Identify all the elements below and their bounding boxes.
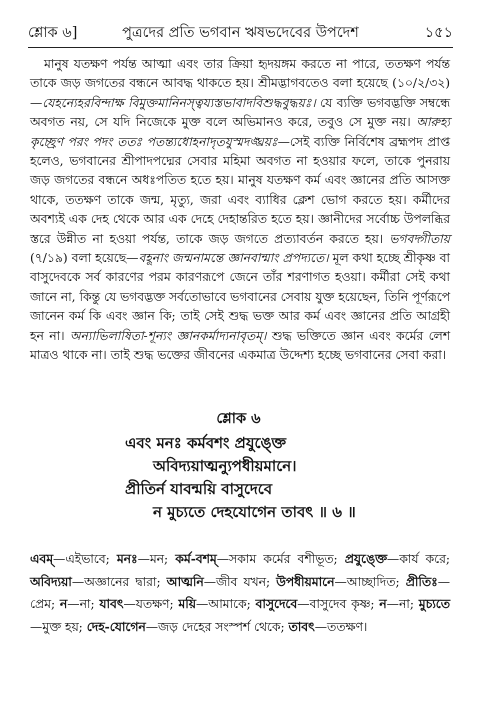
synonym-entry: [178, 597, 255, 611]
synonym-term: মুচ্যতে: [418, 596, 450, 611]
verse-line: অবিদ্যয়াত্মন্যুপধীয়মানে।: [153, 457, 297, 475]
synonym-entry: [99, 597, 178, 611]
purport-segment: (৭/১৯) বলা হয়েছে—: [30, 251, 139, 266]
header-rule: [28, 47, 453, 48]
synonym-term: বাসুদেবে: [255, 596, 298, 611]
synonym-meaning: —প্রেম;: [30, 574, 450, 611]
verse-line: এবং মনঃ কর্মবশং প্রযুঙ্ক্তে: [125, 434, 287, 452]
synonym-entry: [289, 620, 368, 634]
synonym-entry: [175, 552, 344, 566]
word-for-word-synonyms: [30, 548, 450, 638]
header-chapter-title: পুত্রদের প্রতি ভগবান ঋষভদেবের উপদেশ: [122, 25, 359, 41]
header-verse-ref: শ্লোক ৬]: [28, 25, 78, 41]
purport-segment: মানুষ যতক্ষণ পর্যন্ত আত্মা এবং তার ক্রিয়া হৃদয়ঙ্গম করতে না পারে, ততক্ষণ পর্যন্ত তাকে জড় জগতের বন্ধনে আবদ্ধ থাকতে হয়। শ্রীমদ্ভাগবতেও বলা হয়েছে (১০/২/৩২)—: [30, 57, 450, 110]
purport-paragraph: [30, 55, 450, 366]
synonym-meaning: —অজ্ঞানের দ্বারা;: [71, 574, 167, 589]
synonym-term: ন: [379, 596, 387, 611]
synonym-entry: [30, 575, 167, 589]
synonym-meaning: —না;: [386, 597, 419, 611]
purport-quote: যেহন্যেহরবিন্দাক্ষ বিমুক্তমানিনস্ত্বয্যস্তভাবাদবিশুদ্ধবুদ্ধয়ঃ।: [42, 95, 316, 110]
synonym-term: এবম্: [30, 551, 54, 566]
synonym-meaning: —জড় দেহের সংস্পর্শ থেকে;: [145, 619, 289, 634]
purport-quote: বহূনাং জন্মনামন্তে জ্ঞানবান্মাং প্রপদ্যতে।: [138, 251, 329, 266]
synonym-entry: [30, 552, 117, 566]
synonym-entry: [167, 575, 277, 589]
purport-quote: আরুহ্য কৃচ্ছ্রেণ পরং পদং ততঃ পতন্ত্যধোহনাদৃতযুস্মদঙ্ঘ্রয়ঃ: [30, 115, 450, 149]
synonym-term: আত্মনি: [166, 573, 204, 589]
synonym-meaning: —মন;: [137, 552, 176, 566]
synonym-term: মনঃ: [116, 551, 138, 566]
purport-segment: শুদ্ধ ভক্তিতে জ্ঞান এবং কর্মের লেশ মাত্রও থাকে না। তাই শুদ্ধ ভক্তের জীবনের একমাত্র উদ্দেশ্য হচ্ছে ভগবানের সেবা করা।: [30, 328, 450, 363]
synonym-entry: [256, 597, 380, 611]
synonym-term: তাবৎ: [288, 618, 315, 634]
synonym-entry: [345, 552, 450, 566]
synonym-term: কর্ম-বশম্: [175, 551, 217, 566]
synonym-term: উপধীয়মানে: [276, 573, 335, 589]
purport-text: [30, 55, 450, 366]
purport-segment: মূল কথা হচ্ছে শ্রীকৃষ্ণ বা বাসুদেবকে সর্ব কারণের পরম কারণরূপে জেনে তাঁর শরণাগত হওয়া। কর্মীরা সেই কথা জানে না, কিন্তু যে ভগবদ্ভক্ত সর্বতোভাবে ভগবানের সেবায় যুক্ত হয়েছেন, তিনি পূর্ণরূপে জানেন কর্ম কি এবং জ্ঞান কি; তাই সেই শুদ্ধ ভক্ত আর কর্ম এবং জ্ঞানের প্রতি আগ্রহী হন না।: [30, 251, 450, 343]
purport-segment: যে ব্যক্তি ভগবদ্ভক্তি সম্বন্ধে অবগত নয়, সে যদি নিজেকে মুক্ত বলে অভিমানও করে, তবুও সে মুক্ত নয়।: [30, 95, 450, 130]
synonym-entry: [379, 597, 418, 611]
verse-line: ন মুচ্যতে দেহযোগেন তাবৎ ॥ ৬ ॥: [153, 503, 356, 521]
synonym-term: দেহ-যোগেন: [86, 618, 146, 634]
synonym-term: ন: [59, 596, 68, 611]
synonym-meaning: —বাসুদেব কৃষ্ণ;: [297, 597, 380, 611]
purport-quote: অন্যাভিলাষিতা-শূন্যং জ্ঞানকর্মাদ্যনাবৃতম্।: [69, 328, 267, 343]
page-number: ১৫১: [424, 25, 453, 41]
purport-quote: ভগবদ্গীতায়: [389, 231, 450, 246]
running-header: [28, 22, 453, 44]
synonym-meaning: —কার্য করে;: [386, 552, 450, 566]
synonym-meaning: —জীব যখন;: [203, 574, 277, 589]
synonym-entry: [87, 620, 289, 634]
synonym-entry: [276, 575, 406, 589]
synonym-term: প্রযুঙ্ক্তে: [344, 551, 387, 566]
synonym-meaning: —মুক্ত হয়;: [30, 619, 87, 634]
synonym-meaning: —যতক্ষণ;: [123, 597, 179, 611]
synonym-entry: [60, 597, 99, 611]
synonym-meaning: —ততক্ষণ।: [314, 619, 368, 634]
verse-line: প্রীতির্ন যাবন্ময়ি বাসুদেবে: [125, 480, 273, 498]
synonym-term: ময়ি: [178, 596, 196, 611]
purport-segment: —সেই ব্যক্তি নির্বিশেষ ব্রহ্মপদ প্রাপ্ত হলেও, ভগবানের শ্রীপাদপদ্মের সেবার মহিমা অবগত না হওয়ার ফলে, তাকে পুনরায় জড় জগতের বন্ধনে অধঃপতিত হতে হয়। মানুষ যতক্ষণ কর্ম এবং জ্ঞানের প্রতি আসক্ত থাকে, ততক্ষণ তাকে জন্ম, মৃত্যু, জরা এবং ব্যাধির ক্লেশ ভোগ করতে হয়। কর্মীদের অবশ্যই এক দেহ থেকে আর এক দেহে দেহান্তরিত হতে হয়। জ্ঞানীদের সর্বোচ্চ উপলব্ধির স্তরে উন্নীত না হওয়া পর্যন্ত, তাকে জড় জগতে প্রত্যাবর্তন করতে হয়।: [30, 134, 450, 246]
synonym-term: প্রীতিঃ: [405, 573, 438, 589]
synonym-meaning: —আচ্ছাদিত;: [334, 574, 406, 589]
synonym-term: যাবৎ: [99, 596, 124, 611]
synonym-meaning: —আমাকে;: [196, 597, 256, 611]
synonym-meaning: —না;: [67, 597, 100, 611]
synonym-term: অবিদ্যয়া: [30, 573, 72, 589]
verse-title: শ্লোক ৬: [216, 410, 261, 427]
synonym-meaning: —সকাম কর্মের বশীভূত;: [216, 552, 345, 566]
synonym-entry: [117, 552, 175, 566]
synonym-meaning: —এইভাবে;: [53, 552, 117, 566]
